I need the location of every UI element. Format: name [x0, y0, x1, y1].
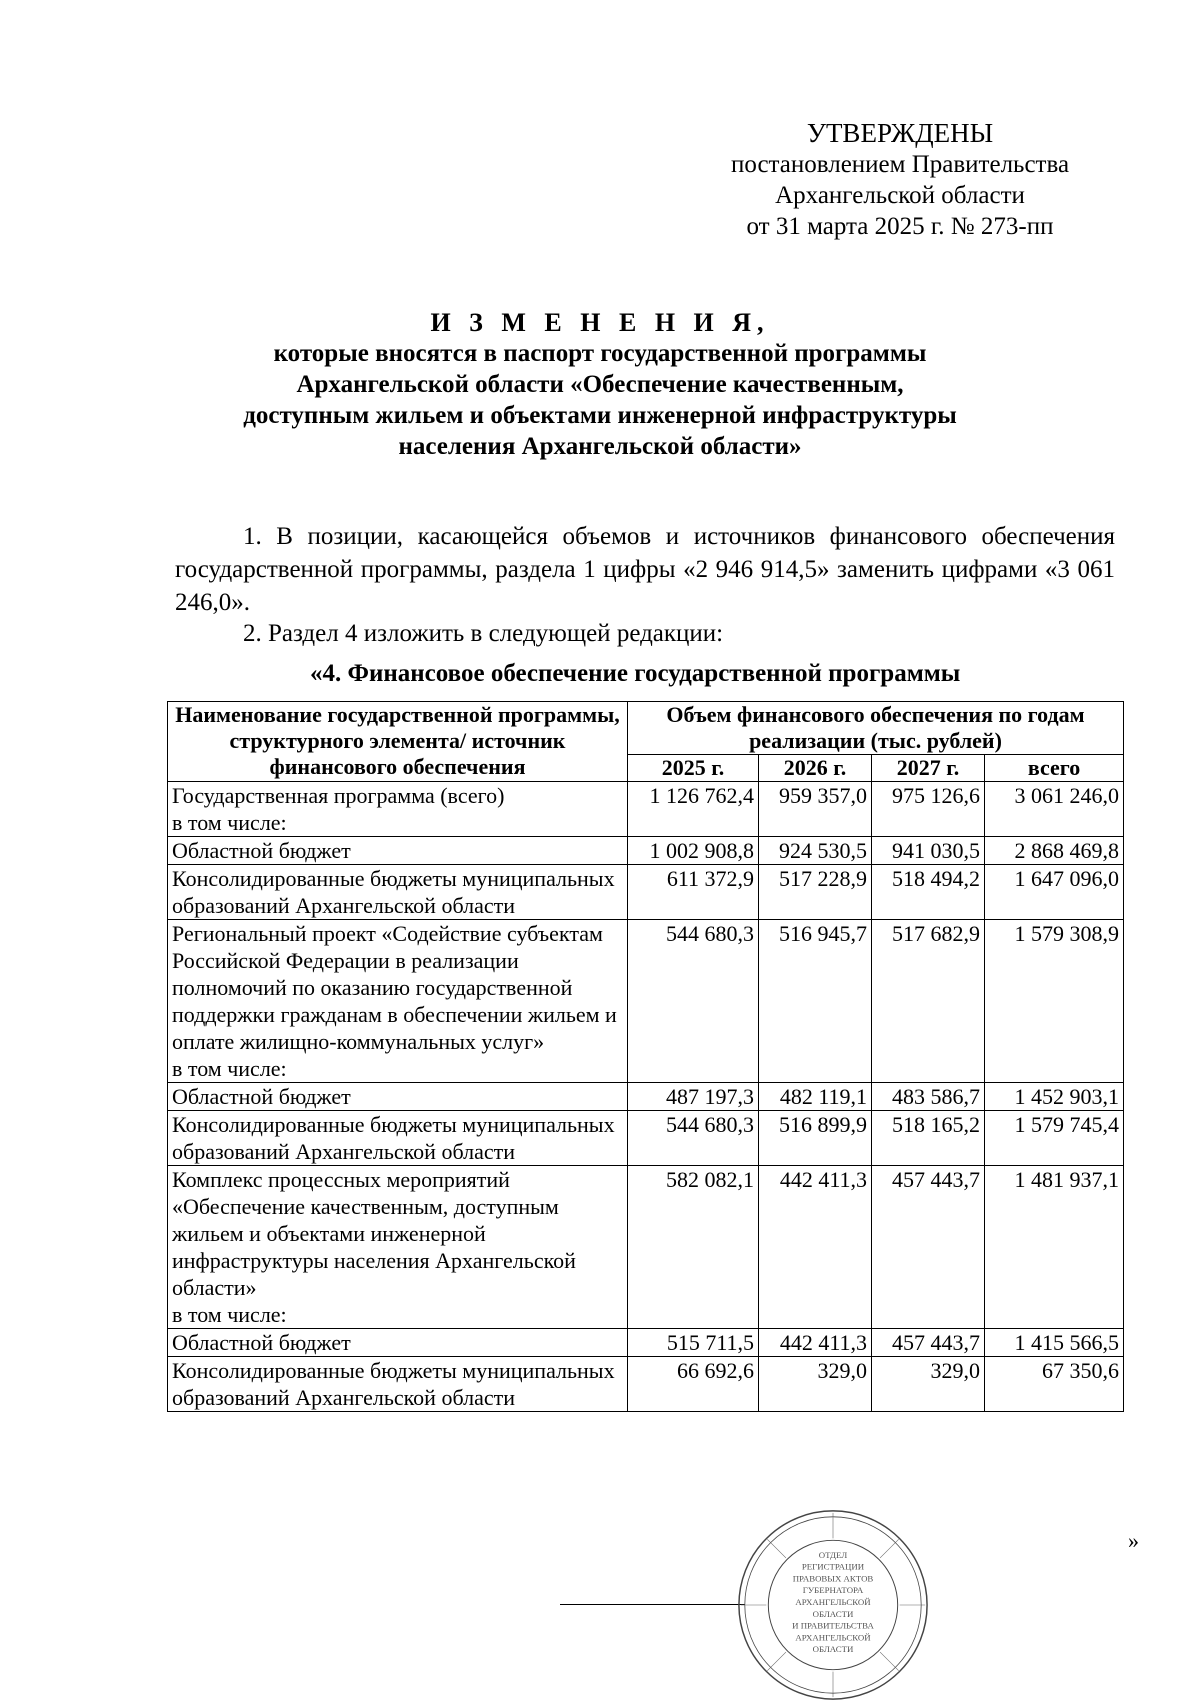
header-2027: 2027 г. [872, 755, 985, 782]
row-name: Областной бюджет [168, 837, 628, 865]
approval-line-3: от 31 марта 2025 г. № 273-пп [746, 213, 1054, 240]
row-2025: 611 372,9 [628, 865, 759, 920]
approval-block [690, 118, 1110, 242]
row-2026: 516 945,7 [759, 920, 872, 1083]
heading-main: И З М Е Н Е Н И Я, [430, 308, 770, 337]
financing-table [167, 701, 1124, 1412]
signature-line [560, 1604, 745, 1605]
heading-line-1: которые вносятся в паспорт государственной программы [273, 340, 927, 367]
row-2025: 582 082,1 [628, 1166, 759, 1329]
row-2027: 975 126,6 [872, 782, 985, 837]
row-total: 1 481 937,1 [985, 1166, 1124, 1329]
row-2027: 941 030,5 [872, 837, 985, 865]
row-2027: 457 443,7 [872, 1329, 985, 1357]
row-2027: 329,0 [872, 1357, 985, 1412]
svg-text:АРХАНГЕЛЬСКОЙ: АРХАНГЕЛЬСКОЙ [795, 1632, 871, 1643]
table-row [168, 837, 1124, 865]
row-2027: 457 443,7 [872, 1166, 985, 1329]
row-total: 1 579 745,4 [985, 1111, 1124, 1166]
row-2025: 544 680,3 [628, 1111, 759, 1166]
header-name: Наименование государственной программы, структурного элемента/ источник финансового обеспечения [168, 702, 628, 782]
svg-text:ПРАВОВЫХ АКТОВ: ПРАВОВЫХ АКТОВ [792, 1573, 874, 1584]
approval-title: УТВЕРЖДЕНЫ [806, 118, 994, 148]
row-2025: 1 126 762,4 [628, 782, 759, 837]
header-volume: Объем финансового обеспечения по годам реализации (тыс. рублей) [628, 702, 1124, 755]
row-total: 1 452 903,1 [985, 1083, 1124, 1111]
row-2025: 515 711,5 [628, 1329, 759, 1357]
table-row [168, 782, 1124, 837]
row-2026: 442 411,3 [759, 1329, 872, 1357]
heading-line-2: Архангельской области «Обеспечение качественным, [296, 371, 904, 398]
heading-line-4: населения Архангельской области» [398, 433, 802, 460]
paragraph-2 [175, 617, 1115, 650]
row-name: Консолидированные бюджеты муниципальных образований Архангельской области [168, 865, 628, 920]
row-2026: 517 228,9 [759, 865, 872, 920]
paragraph-2-text: 2. Раздел 4 изложить в следующей редакции: [243, 620, 724, 647]
table-row [168, 865, 1124, 920]
row-2025: 544 680,3 [628, 920, 759, 1083]
header-2025: 2025 г. [628, 755, 759, 782]
table-row [168, 1083, 1124, 1111]
registration-stamp [735, 1507, 931, 1703]
row-total: 1 579 308,9 [985, 920, 1124, 1083]
row-name: Консолидированные бюджеты муниципальных образований Архангельской области [168, 1111, 628, 1166]
header-2026: 2026 г. [759, 755, 872, 782]
row-name: Областной бюджет [168, 1083, 628, 1111]
header-total: всего [985, 755, 1124, 782]
row-total: 1 415 566,5 [985, 1329, 1124, 1357]
table-row [168, 1166, 1124, 1329]
row-2025: 1 002 908,8 [628, 837, 759, 865]
table-row [168, 1357, 1124, 1412]
row-name: Комплекс процессных мероприятий «Обеспечение качественным, доступным жильем и объектами инженерной инфраструктуры населения Архангельской области» в том числе: [168, 1166, 628, 1329]
table-header-row [168, 702, 1124, 755]
row-2026: 516 899,9 [759, 1111, 872, 1166]
approval-line-2: Архангельской области [775, 182, 1025, 209]
row-2027: 518 494,2 [872, 865, 985, 920]
approval-line-1: постановлением Правительства [730, 151, 1070, 178]
row-2027: 483 586,7 [872, 1083, 985, 1111]
row-2025: 487 197,3 [628, 1083, 759, 1111]
svg-text:ГУБЕРНАТОРА: ГУБЕРНАТОРА [802, 1585, 864, 1596]
row-2026: 924 530,5 [759, 837, 872, 865]
row-total: 2 868 469,8 [985, 837, 1124, 865]
row-2026: 959 357,0 [759, 782, 872, 837]
paragraph-1 [175, 520, 1115, 619]
row-2027: 518 165,2 [872, 1111, 985, 1166]
document-heading [150, 307, 1050, 462]
row-total: 3 061 246,0 [985, 782, 1124, 837]
row-2027: 517 682,9 [872, 920, 985, 1083]
row-name: Государственная программа (всего) в том числе: [168, 782, 628, 837]
table-row [168, 920, 1124, 1083]
svg-text:РЕГИСТРАЦИИ: РЕГИСТРАЦИИ [801, 1561, 865, 1572]
row-2026: 442 411,3 [759, 1166, 872, 1329]
paragraph-1-text: 1. В позиции, касающейся объемов и источников финансового обеспечения государственной программы, раздела 1 цифры «2 946 914,5» заменить цифрами «3 061 246,0». [175, 523, 1115, 616]
closing-quote: » [1128, 1528, 1139, 1553]
svg-text:ОБЛАСТИ: ОБЛАСТИ [812, 1644, 854, 1655]
svg-text:ОБЛАСТИ: ОБЛАСТИ [812, 1608, 854, 1619]
row-total: 67 350,6 [985, 1357, 1124, 1412]
heading-line-3: доступным жильем и объектами инженерной инфраструктуры [243, 402, 957, 429]
svg-text:ОТДЕЛ: ОТДЕЛ [818, 1549, 848, 1560]
table-row [168, 1329, 1124, 1357]
svg-text:АРХАНГЕЛЬСКОЙ: АРХАНГЕЛЬСКОЙ [795, 1597, 871, 1607]
row-2026: 329,0 [759, 1357, 872, 1412]
section-title: «4. Финансовое обеспечение государственной программы [310, 660, 961, 687]
svg-text:И ПРАВИТЕЛЬСТВА: И ПРАВИТЕЛЬСТВА [792, 1620, 874, 1631]
row-2025: 66 692,6 [628, 1357, 759, 1412]
row-name: Консолидированные бюджеты муниципальных образований Архангельской области [168, 1357, 628, 1412]
table-row [168, 1111, 1124, 1166]
row-name: Региональный проект «Содействие субъектам Российской Федерации в реализации полномочий по оказанию государственной поддержки гражданам в обеспечении жильем и оплате жилищно-коммунальных услуг» в том числе: [168, 920, 628, 1083]
row-2026: 482 119,1 [759, 1083, 872, 1111]
row-name: Областной бюджет [168, 1329, 628, 1357]
row-total: 1 647 096,0 [985, 865, 1124, 920]
